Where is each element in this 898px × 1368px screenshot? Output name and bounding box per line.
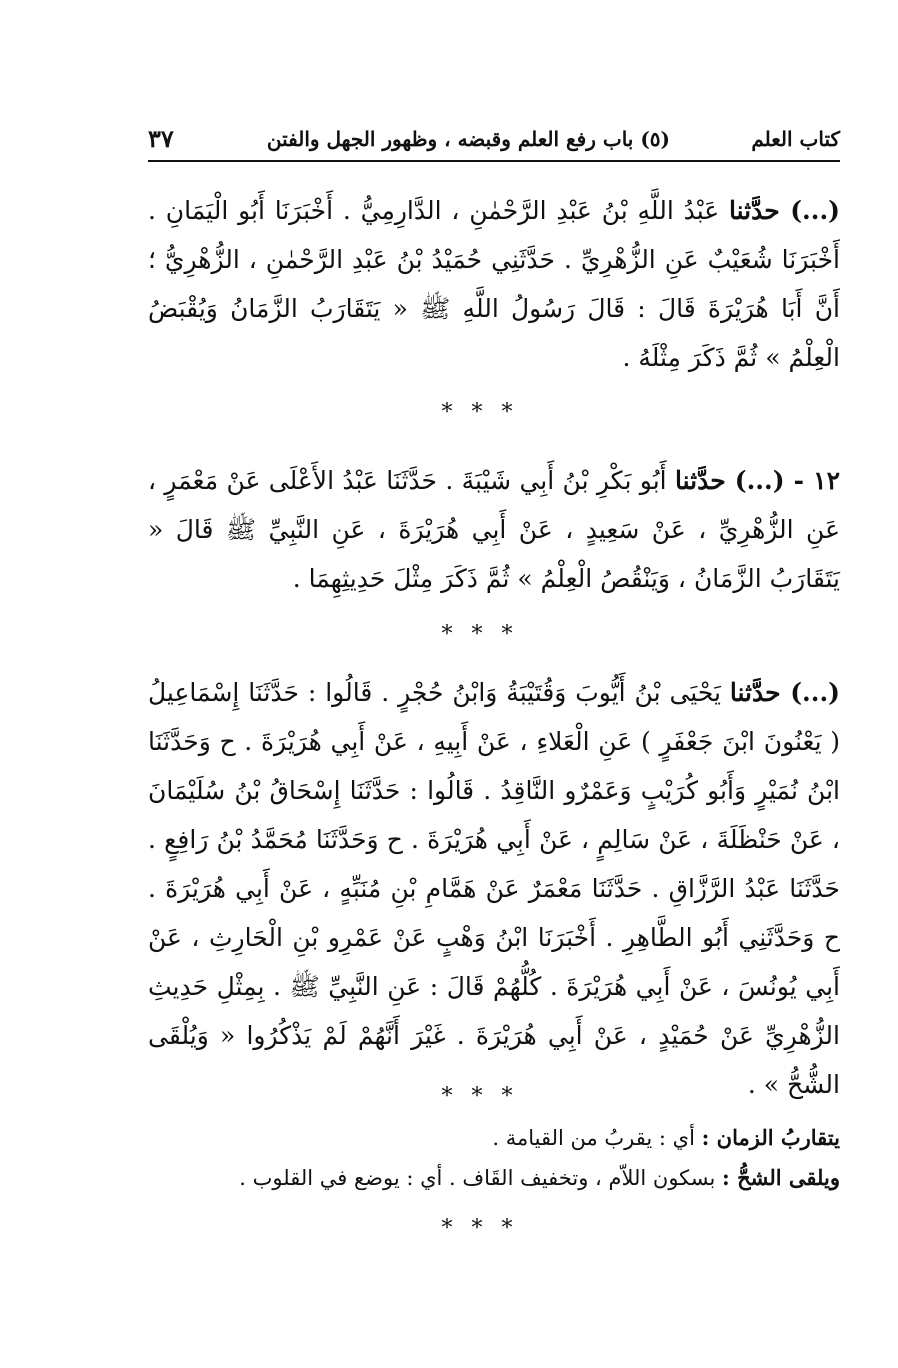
- book-title: كتاب العلم: [751, 127, 840, 151]
- glossary-notes: [148, 1118, 840, 1198]
- hadith-lead: ١٢ - (...) حدَّثنا: [674, 466, 840, 495]
- chapter-title: (٥) باب رفع العلم وقبضه ، وظهور الجهل والفتن: [266, 127, 670, 151]
- hadith-lead: (...) حدَّثنا: [729, 678, 840, 707]
- hadith-paragraph-2: [148, 456, 840, 603]
- glossary-note: [148, 1158, 840, 1198]
- hadith-lead: (...) حدَّثنا: [728, 196, 840, 225]
- hadith-text: أَبُو بَكْرِ بْنُ أَبِي شَيْبَةَ . حَدَّثَنَا عَبْدُ الأَعْلَى عَنْ مَعْمَرٍ ، عَنِ الزُّهْرِيِّ ، عَنْ سَعِيدٍ ، عَنْ أَبِي هُرَيْرَةَ ، عَنِ النَّبِيِّ ﷺ قَالَ « يَتَقَارَبُ الزَّمَانُ ، وَيَنْقُصُ الْعِلْمُ » ثُمَّ ذَكَرَ مِثْلَ حَدِيثِهِمَا .: [148, 466, 840, 593]
- glossary-term: ويلقى الشحُّ :: [722, 1165, 840, 1190]
- glossary-definition: بسكون اللاّم ، وتخفيف القَاف . أي : يوضع في القلوب .: [239, 1166, 723, 1190]
- hadith-text: يَحْيَى بْنُ أَيُّوبَ وَقُتَيْبَةُ وَابْنُ حُجْرٍ . قَالُوا : حَدَّثَنَا إِسْمَاعِيلُ ( يَعْنُونَ ابْنَ جَعْفَرٍ ) عَنِ الْعَلاءِ ، عَنْ أَبِيهِ ، عَنْ أَبِي هُرَيْرَةَ . ح وَحَدَّثَنَا ابْنُ نُمَيْرٍ وَأَبُو كُرَيْبٍ وَعَمْرٌو النَّاقِدُ . قَالُوا : حَدَّثَنَا إِسْحَاقُ بْنُ سُلَيْمَانَ ، عَنْ حَنْظَلَةَ ، عَنْ سَالِمٍ ، عَنْ أَبِي هُرَيْرَةَ . ح وَحَدَّثَنَا مُحَمَّدُ بْنُ رَافِعٍ . حَدَّثَنَا عَبْدُ الرَّزَّاقِ . حَدَّثَنَا مَعْمَرٌ عَنْ هَمَّامِ بْنِ مُنَبِّهٍ ، عَنْ أَبِي هُرَيْرَةَ . ح وَحَدَّثَنِي أَبُو الطَّاهِرِ . أَخْبَرَنَا ابْنُ وَهْبٍ عَنْ عَمْرِو بْنِ الْحَارِثِ ، عَنْ أَبِي يُونُسَ ، عَنْ أَبِي هُرَيْرَةَ . كُلُّهُمْ قَالَ : عَنِ النَّبِيِّ ﷺ . بِمِثْلِ حَدِيثِ الزُّهْرِيِّ عَنْ حُمَيْدٍ ، عَنْ أَبِي هُرَيْرَةَ . غَيْرَ أَنَّهُمْ لَمْ يَذْكُرُوا « وَيُلْقَى الشُّحُّ » .: [148, 678, 840, 1099]
- glossary-definition: أي : يقربُ من القيامة .: [492, 1126, 702, 1150]
- running-header: [148, 124, 840, 158]
- section-divider: * * *: [441, 622, 519, 647]
- hadith-text: عَبْدُ اللَّهِ بْنُ عَبْدِ الرَّحْمٰنِ ، الدَّارِمِيُّ . أَخْبَرَنَا أَبُو الْيَمَانِ . أَخْبَرَنَا شُعَيْبٌ عَنِ الزُّهْرِيِّ . حَدَّثَنِي حُمَيْدُ بْنُ عَبْدِ الرَّحْمٰنِ ، الزُّهْرِيُّ ؛ أَنَّ أَبَا هُرَيْرَةَ قَالَ : قَالَ رَسُولُ اللَّهِ ﷺ « يَتَقَارَبُ الزَّمَانُ وَيُقْبَضُ الْعِلْمُ » ثُمَّ ذَكَرَ مِثْلَهُ .: [148, 196, 840, 372]
- header-rule: [148, 160, 840, 162]
- section-divider: * * *: [441, 1216, 519, 1241]
- section-divider: * * *: [441, 400, 519, 425]
- section-divider: * * *: [441, 1084, 519, 1109]
- hadith-paragraph-1: [148, 186, 840, 382]
- hadith-paragraph-3: [148, 668, 840, 1109]
- page-number: ٣٧: [148, 124, 174, 153]
- glossary-note: [148, 1118, 840, 1158]
- glossary-term: يتقاربُ الزمان :: [701, 1125, 840, 1150]
